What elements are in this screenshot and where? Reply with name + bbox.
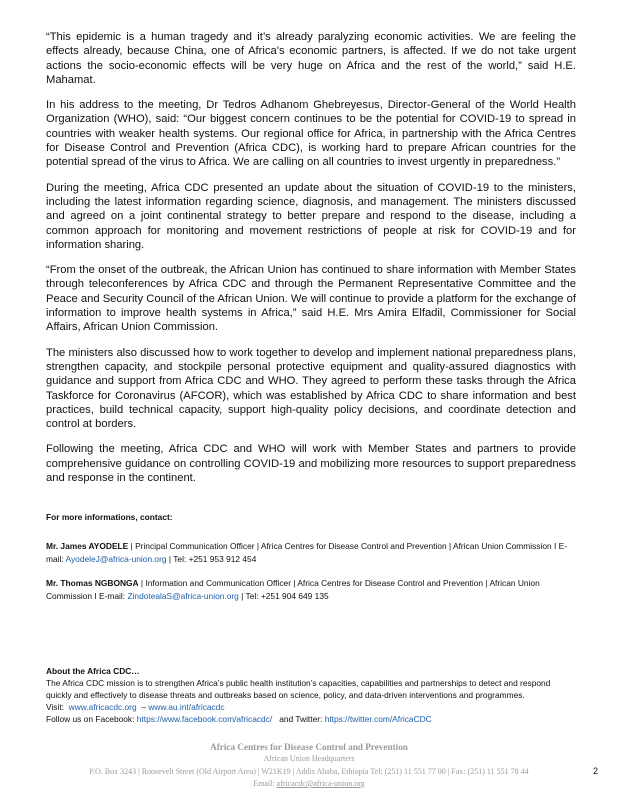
contact-entry (46, 540, 576, 566)
contact-name: Mr. James AYODELE (46, 541, 129, 552)
au-website-link[interactable]: www.au.int/africacdc (148, 702, 225, 712)
footer-email-label: Email: (253, 778, 277, 788)
paragraph: In his address to the meeting, Dr Tedros Adhanom Ghebreyesus, Director-General of the World Health Organization (WHO), said: “Our biggest concern continues to be the potential for COVID-19 to spread in countries with weaker health systems. Our regional office for Africa, in partnership with the Africa Centres for Disease Control and Prevention (Africa CDC), is working hard to prepare African countries for the potential spread of the virus to Africa. We are calling on all countries to invest urgently in preparedness.” (46, 99, 576, 169)
twitter-label: and Twitter: (272, 714, 325, 724)
follow-label: Follow us on Facebook: (46, 714, 137, 724)
page-number: 2 (593, 766, 599, 776)
paragraph: “From the onset of the outbreak, the African Union has continued to share information with Member States through teleconferences by Africa CDC and through the Permanent Representative Committee and the Peace and Security Council of the African Union. We will continue to provide a platform for the exchange of information to improve health systems in Africa,” said H.E. Mrs Amira Elfadil, Commissioner for Social Affairs, African Union Commission. (46, 264, 576, 334)
footer-email-line (0, 778, 618, 790)
about-text: The Africa CDC mission is to strengthen Africa’s public health institution’s capacities, capabilities and partnerships to detect and respond quickly and effectively to disease threats and outbreaks based on science, policy, and data-driven interventions and programmes. (46, 678, 551, 700)
contact-role: | Information and Communication Officer | Africa Centres for Disease Control and Prevention | African Union Commission I E-mail: (46, 577, 540, 601)
contacts-heading: For more informations, contact: (46, 512, 173, 523)
footer-org-name: Africa Centres for Disease Control and Prevention (210, 742, 408, 752)
footer-address: P.O. Box 3243 | Roosevelt Street (Old Airport Area) | W21K19 | Addis Ababa, Ethiopia Tel: (251) 11 551 77 00 | Fax: (251) 11 551 78 44 (89, 766, 529, 776)
contact-name: Mr. Thomas NGBONGA (46, 577, 139, 588)
paragraph: During the meeting, Africa CDC presented an update about the situation of COVID-19 to the ministers, including the latest information regarding science, diagnosis, and management. The ministers discussed and agreed on a joint continental strategy to better prepare and respond to the disease, including a common approach for monitoring and movement restrictions of people at risk for COVID-19 and for information sharing. (46, 181, 576, 251)
contact-tel: | Tel: +251 904 649 135 (238, 590, 329, 601)
facebook-link[interactable]: https://www.facebook.com/africacdc/ (136, 714, 273, 724)
footer-hq: African Union Headquarters (263, 754, 355, 764)
contact-entry (46, 577, 576, 603)
page-footer (0, 741, 618, 790)
paragraph: Following the meeting, Africa CDC and WHO will work with Member States and partners to provide comprehensive guidance on controlling COVID-19 and mobilizing more resources to support preparedness and response in the continent. (46, 443, 576, 485)
contact-email-link[interactable]: ZindotealaS@africa-union.org (127, 590, 239, 601)
footer-email-link[interactable]: africacdc@africa-union.org (276, 778, 365, 788)
follow-line (46, 713, 576, 725)
about-section (46, 665, 576, 725)
paragraph: The ministers also discussed how to work together to develop and implement national preparedness plans, strengthen capacity, and stockpile personal protective equipment and quality-assured diagnostics with guidance and support from Africa CDC and WHO. They agreed to perform these tasks through the Africa Taskforce for Coronavirus (AFCOR), which was established by Africa CDC to share information and best practices, build technical capacity, support high-quality policy decisions, and coordinate detection and control at borders. (46, 346, 576, 431)
visit-label: Visit: (46, 702, 69, 712)
africacdc-website-link[interactable]: www.africacdc.org (68, 702, 137, 712)
about-title: About the Africa CDC… (46, 666, 140, 676)
document-body (46, 30, 576, 613)
contact-email-link[interactable]: AyodeleJ@africa-union.org (65, 554, 167, 565)
contact-role: | Principal Communication Officer | Africa Centres for Disease Control and Prevention | African Union Commission I E-mail: (46, 541, 568, 565)
visit-line (46, 701, 576, 713)
contact-tel: | Tel: +251 953 912 454 (166, 554, 257, 565)
visit-separator: – (136, 702, 149, 712)
twitter-link[interactable]: https://twitter.com/AfricaCDC (324, 714, 432, 724)
paragraph: “This epidemic is a human tragedy and it’s already paralyzing economic activities. We are feeling the effects already, because China, one of Africa’s economic partners, is affected. If we do not take urgent actions the socio-economic effects will be very huge on Africa and the rest of the world,” said H.E. Mahamat. (46, 31, 576, 86)
